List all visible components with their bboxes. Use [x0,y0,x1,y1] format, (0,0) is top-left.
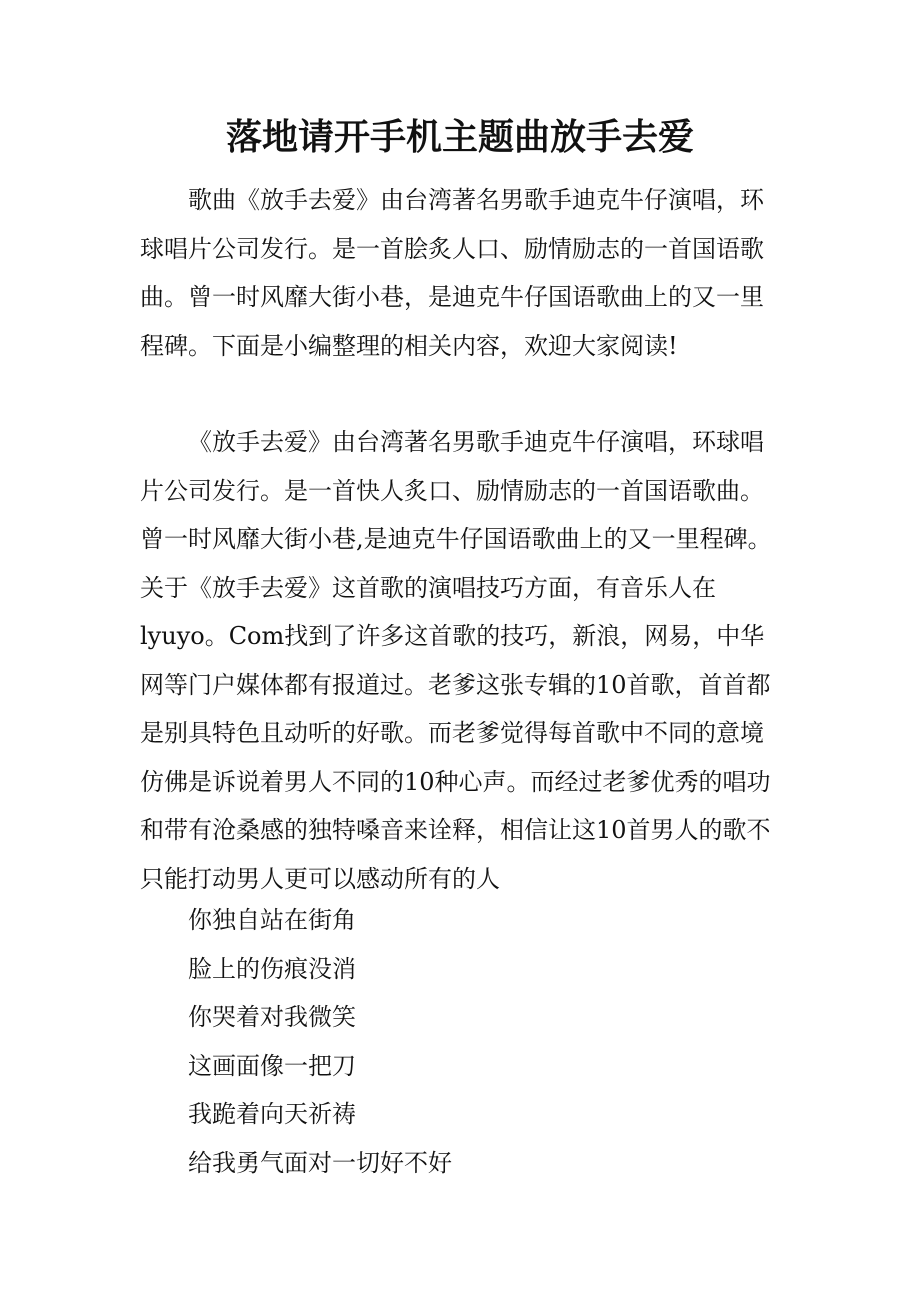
main-paragraph: 《放手去爱》由台湾著名男歌手迪克牛仔演唱，环球唱片公司发行。是一首快人炙口、励情励志的一首国语歌曲。曾一时风靡大街小巷,是迪克牛仔国语歌曲上的又一里程碑。关于《放手去爱》这首歌的演唱技巧方面，有音乐人在lyuyo。Com找到了许多这首歌的技巧，新浪，网易，中华网等门户媒体都有报道过。老爹这张专辑的10首歌，首首都是别具特色且动听的好歌。而老爹觉得每首歌中不同的意境仿佛是诉说着男人不同的10种心声。而经过老爹优秀的唱功和带有沧桑感的独特嗓音来诠释，相信让这10首男人的歌不只能打动男人更可以感动所有的人 [140,428,772,893]
lyric-line: 你独自站在街角 [188,906,356,934]
lyric-line: 你哭着对我微笑 [188,1003,356,1031]
lyrics-block [188,896,780,1187]
lyric-line: 脸上的伤痕没消 [188,954,356,983]
intro-section [140,176,780,370]
document-title: 落地请开手机主题曲放手去爱 [225,117,694,158]
main-section [140,418,780,903]
lyric-line: 给我勇气面对一切好不好 [188,1148,452,1177]
intro-paragraph: 歌曲《放手去爱》由台湾著名男歌手迪克牛仔演唱，环球唱片公司发行。是一首脍炙人口、励情励志的一首国语歌曲。曾一时风靡大街小巷，是迪克牛仔国语歌曲上的又一里程碑。下面是小编整理的相关内容，欢迎大家阅读! [140,186,764,360]
lyric-line: 我跪着向天祈祷 [188,1100,356,1128]
lyric-line: 这画面像一把刀 [188,1051,356,1080]
